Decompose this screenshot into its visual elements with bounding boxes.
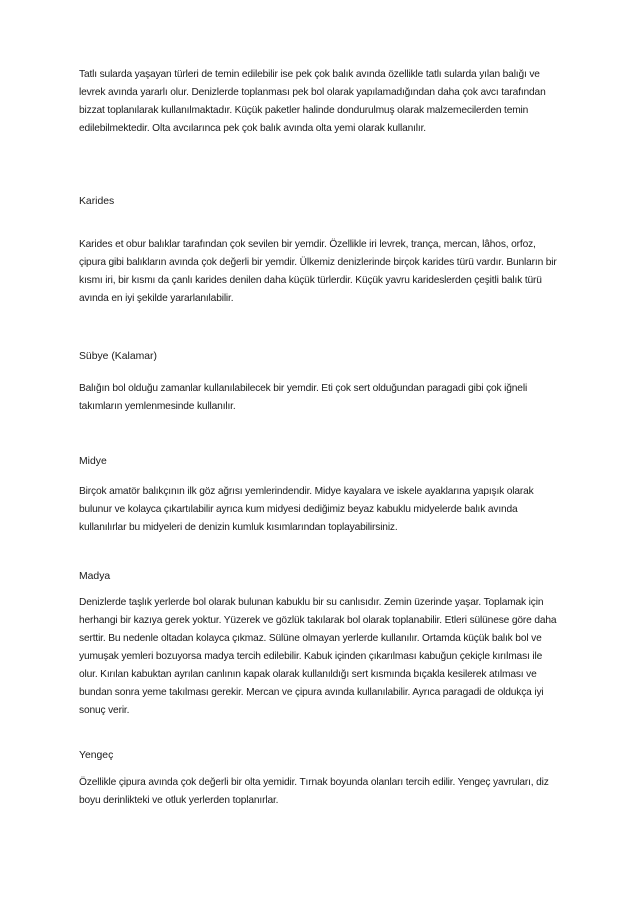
section-heading-karides: Karides bbox=[79, 196, 115, 207]
section-body-madya: Denizlerde taşlık yerlerde bol olarak bulunan kabuklu bir su canlısıdır. Zemin üzerinde yaşar. Toplamak için herhangi bir kazıya gerek yoktur. Yüzerek ve gözlük takılarak bol olarak toplanabilir. Etleri sülünese göre daha serttir. Bu nedenle oltadan kolayca çıkmaz. Sülüne olmayan yerlerde kullanılır. Ortamda küçük balık bol ve yumuşak yemleri bozuyorsa madya tercih edilebilir. Kabuk içinden çıkarılması kabuğun çekiçle kırılması ile olur. Kırılan kabuktan ayrılan canlının kapak olarak kullanıldığı sert kısmında bıçakla kesilerek atılması ve bundan sonra yeme takılması gerekir. Mercan ve çipura avında kullanılabilir. Ayrıca paragadi de oldukça iyi sonuç verir. bbox=[79, 597, 557, 716]
section-heading-madya: Madya bbox=[79, 571, 111, 582]
section-heading-yengec: Yengeç bbox=[79, 750, 114, 761]
section-heading-subye: Sübye (Kalamar) bbox=[79, 351, 157, 362]
intro-paragraph: Tatlı sularda yaşayan türleri de temin edilebilir ise pek çok balık avında özellikle tatlı sularda yılan balığı ve levrek avında yararlı olur. Denizlerde toplanması pek bol olarak yapılamadığından daha çok avcı tarafından bizzat toplanılarak kullanılmaktadır. Küçük paketler halinde dondurulmuş olarak malzemecilerden temin edilebilmektedir. Olta avcılarınca pek çok balık avında olta yemi olarak kullanılır. bbox=[79, 69, 546, 134]
section-heading-midye: Midye bbox=[79, 456, 107, 467]
section-body-karides: Karides et obur balıklar tarafından çok sevilen bir yemdir. Özellikle iri levrek, trança, mercan, lâhos, orfoz, çipura gibi balıkların avında çok değerli bir yemdir. Ülkemiz denizlerinde birçok karides türü vardır. Bunların bir kısmı iri, bir kısmı da çanlı karides denilen daha küçük türlerdir. Küçük yavru karideslerden çeşitli balık türü avında en iyi şekilde yararlanılabilir. bbox=[79, 239, 557, 304]
section-body-subye: Balığın bol olduğu zamanlar kullanılabilecek bir yemdir. Eti çok sert olduğundan paragadi gibi çok iğneli takımların yemlenmesinde kullanılır. bbox=[79, 383, 528, 412]
section-body-midye: Birçok amatör balıkçının ilk göz ağrısı yemlerindendir. Midye kayalara ve iskele ayaklarına yapışık olarak bulunur ve kolayca çıkartılabilir ayrıca kum midyesi dediğimiz beyaz kabuklu midyelerde balık avında kullanılırlar bu midyeleri de denizin kumluk kısımlarından toplayabilirsiniz. bbox=[79, 486, 534, 533]
section-body-yengec: Özellikle çipura avında çok değerli bir olta yemidir. Tırnak boyunda olanları tercih edilir. Yengeç yavruları, diz boyu derinlikteki ve otluk yerlerden toplanırlar. bbox=[79, 777, 549, 806]
